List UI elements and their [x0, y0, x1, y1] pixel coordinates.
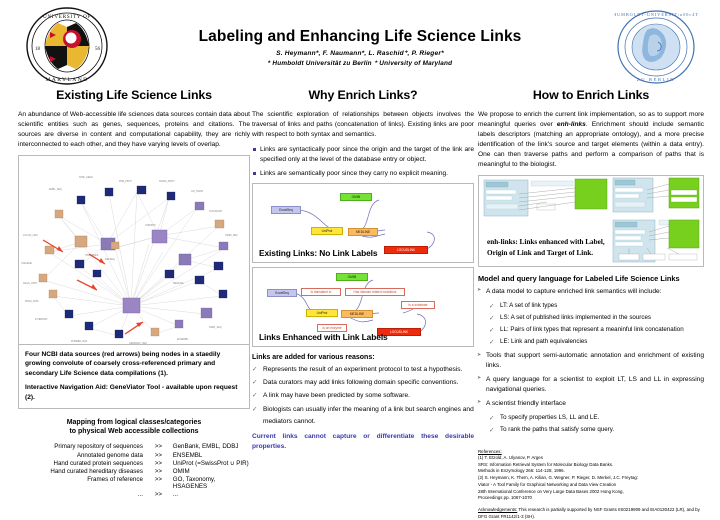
- acknowledgements-text: This research is partially supported by NSF Grants IIS0219909 and EIA0130422 (LR), and by DFG Grant FR1142/1-3 (SH).: [478, 507, 700, 519]
- mapping-physical-collection: GO, Taxonomy, HSAGENES: [169, 475, 250, 490]
- svg-text:MARYLAND: MARYLAND: [45, 77, 88, 83]
- poster-title: Labeling and Enhancing Life Science Links: [150, 28, 570, 45]
- table-row: [18, 451, 250, 459]
- references-label: References:: [478, 449, 704, 456]
- svg-text:UNIPROT: UNIPROT: [145, 224, 156, 227]
- list-item: ✓ Represents the result of an experiment protocol to test a hypothesis.: [252, 364, 474, 376]
- svg-text:LOCUS_LINK: LOCUS_LINK: [23, 234, 38, 237]
- list-item: ✓ LS: A set of published links implemented in the sources: [489, 313, 704, 324]
- left-intro-paragraph: An abundance of Web-accessible life sciences data sources contain data about scientific entities such as genes, sequences, proteins and citations. The sources are diverse in content and computational capability, they are richly interconnected to each other, and they have varying levels of overlap.: [18, 110, 250, 150]
- svg-text:UNIGENE: UNIGENE: [21, 262, 32, 265]
- reference-line: (1) T. Etzold, A. Ulyanov, P. Arges: [478, 455, 704, 462]
- svg-text:PDB_PROT: PDB_PROT: [119, 180, 132, 183]
- list-item: ✓ LL: Pairs of link types that represent a meaninful link concatenation: [489, 325, 704, 336]
- model-query-heading: Model and query language for Labeled Life Science Links: [478, 274, 704, 283]
- mapping-logical-class: Frames of reference: [18, 475, 148, 490]
- svg-text:HSAGENES: HSAGENES: [85, 254, 99, 257]
- poster-header: [0, 0, 720, 86]
- svg-text:DDBJ_SEQ: DDBJ_SEQ: [209, 326, 222, 329]
- mapping-arrow: >>: [148, 451, 169, 459]
- left-column-title: Existing Life Science Links: [18, 88, 250, 102]
- interface-sub-list: [489, 413, 704, 436]
- mapping-physical-collection: UniProt (=SwissProt ∪ PIR): [169, 459, 250, 467]
- svg-text:INTERPRO: INTERPRO: [35, 318, 47, 321]
- table-row: [18, 467, 250, 475]
- mapping-physical-collection: ENSEMBL: [169, 451, 250, 459]
- title-block: [150, 28, 570, 67]
- right-intro-paragraph: [478, 110, 704, 170]
- model-item-3: ➤ A scientist friendly interface: [478, 399, 704, 409]
- list-item: ✓ To specify properties LS, LL and LE.: [489, 413, 704, 424]
- svg-text:MEDLINE: MEDLINE: [173, 282, 184, 285]
- mapping-title-line-2: to physical Web accessible collections: [18, 427, 250, 436]
- svg-text:ZU BERLIN: ZU BERLIN: [637, 77, 675, 82]
- enhanced-links-diagram: [252, 267, 474, 347]
- list-item: Links are semantically poor since they carry no explicit meaning.: [252, 169, 474, 179]
- right-intro-part2: . Enrichment should include semantic labels descriptors (matching an appropriate ontology), and a more precise identification of the link's source and target elements (within a data entry). One can then traverse paths and perform a comparison of paths that is meaningful to the biologist.: [478, 121, 704, 168]
- mapping-physical-collection: ...: [169, 491, 250, 499]
- model-sub-list: [489, 301, 704, 347]
- references-block: [478, 449, 704, 520]
- svg-text:PFAM_DOM: PFAM_DOM: [25, 300, 38, 303]
- diagram2-node-4: LOCUSLINK: [377, 328, 421, 336]
- column-existing-life-science-links: [18, 88, 250, 499]
- life-science-link-network-graph: [18, 155, 250, 345]
- university-of-maryland-seal-icon: [24, 6, 110, 86]
- mapping-physical-collection: OMIM: [169, 467, 250, 475]
- svg-text:UNIVERSITY OF: UNIVERSITY OF: [43, 14, 91, 20]
- mapping-logical-class: ...: [18, 491, 148, 499]
- existing-links-diagram: [252, 183, 474, 263]
- svg-text:GO_TERM: GO_TERM: [191, 190, 203, 193]
- right-intro-part1: We propose to enrich the current link implementation, so as to support more meaningful queries over: [478, 111, 704, 128]
- diagram2-node-3: MEDLINE: [341, 310, 373, 318]
- middle-column-title: Why Enrich Links?: [252, 88, 474, 102]
- poster-affiliations: * Humboldt Universität zu Berlin ⁺ University of Maryland: [150, 59, 570, 67]
- humboldt-university-seal-icon: [614, 8, 698, 86]
- mapping-logical-class: Primary repository of sequences: [18, 443, 148, 451]
- model-item-0-wrapper: [478, 287, 704, 297]
- reference-line: SRS: Information Retrieval System for Molecular Biology Data Banks.: [478, 462, 704, 469]
- mapping-logical-class: Hand curated hereditary diseases: [18, 467, 148, 475]
- svg-text:GENBANK_SEQ: GENBANK_SEQ: [129, 342, 147, 345]
- diagram1-node-0: ExcelSeq: [271, 206, 301, 214]
- left-figure-caption-box: [18, 345, 250, 409]
- diagram1-node-3: MEDLINE: [348, 228, 378, 236]
- svg-text:OMIM_REC: OMIM_REC: [225, 234, 238, 237]
- diagram2-node-2: OMIM: [336, 273, 368, 281]
- mapping-arrow: >>: [148, 443, 169, 451]
- diagram2-link-label-0: is translated to: [301, 288, 341, 296]
- enhanced-links-diagram-caption: Links Enhanced with Link Labels: [259, 332, 388, 342]
- mapping-logical-class: Annotated genome data: [18, 451, 148, 459]
- diagram2-node-1: UniProt: [306, 309, 338, 317]
- mapping-logical-class: Hand curated protein sequences: [18, 459, 148, 467]
- svg-text:SWISS_PROT: SWISS_PROT: [159, 180, 175, 183]
- poster-authors: S. Heymann*, F. Naumann*, L. Raschid⁺, P. Rieger*: [150, 49, 570, 57]
- existing-links-diagram-caption: Existing Links: No Link Labels: [259, 248, 377, 258]
- mapping-table-title: [18, 418, 250, 437]
- mapping-title-line-1: Mapping from logical classes/categories: [18, 418, 250, 427]
- table-row: [18, 443, 250, 451]
- reference-line: 28th International Conference on Very Large Data Bases 2002 Hong Kong,: [478, 489, 704, 496]
- svg-text:REFSEQ: REFSEQ: [105, 258, 115, 261]
- model-item-0: ➤ A data model to capture enriched link semantics will include:: [478, 287, 704, 297]
- model-item-1: ➤ Tools that support semi-automatic annotation and enrichment of existing links.: [478, 351, 704, 371]
- left-caption-2: Interactive Navigation Aid: GeneViator Tool - available upon request (2).: [25, 383, 243, 402]
- diagram1-node-2: OMIM: [340, 193, 372, 201]
- enh-links-emphasis: enh-links: [557, 121, 586, 128]
- reference-line: Proceedings pp. 1067-1070: [478, 495, 704, 502]
- right-column-title: How to Enrich Links: [478, 88, 704, 102]
- mapping-arrow: >>: [148, 491, 169, 499]
- svg-text:ENSEMBL: ENSEMBL: [177, 338, 189, 341]
- list-item: ✓ Data curators may add links following domain specific conventions.: [252, 377, 474, 389]
- list-item: ✓ Biologists can usually infer the meaning of a link but search engines and mediators cannot.: [252, 404, 474, 428]
- svg-text:KEGG_PATH: KEGG_PATH: [23, 282, 38, 285]
- logical-to-physical-mapping-table: [18, 443, 250, 499]
- column-how-to-enrich-links: [478, 88, 704, 520]
- acknowledgements-label: Acknowledgements:: [478, 507, 517, 512]
- poster-columns: [0, 88, 720, 509]
- enh-links-figure-caption: enh-links: Links enhanced with Label, Origin of Link and Target of Link.: [487, 237, 615, 258]
- table-row: [18, 475, 250, 490]
- table-row: [18, 459, 250, 467]
- reference-line: Viator - A Tool Family for Graphical Networking and Data View Creation: [478, 482, 704, 489]
- reasons-heading: Links are added for various reasons:: [252, 354, 474, 361]
- diagram2-link-label-3: Is an enzyme: [317, 324, 347, 332]
- reference-line: (2) S. Heymann, K. Them, A. Kilian, G. Wegner, P. Rieger, D. Merkel, J.C. Freytag:: [478, 475, 704, 482]
- reasons-list: [252, 364, 474, 428]
- list-item: ✓ LE: Link and path equivalencies: [489, 337, 704, 348]
- svg-text:56: 56: [95, 47, 101, 52]
- diagram2-link-label-1: Has disease related mutations: [345, 288, 405, 296]
- list-item: ✓ To rank the paths that satisfy some query.: [489, 425, 704, 436]
- mapping-physical-collection: GenBank, EMBL, DDBJ: [169, 443, 250, 451]
- middle-closing-statement: Current links cannot capture or differentiate these desirable properties.: [252, 432, 474, 452]
- diagram2-link-label-2: Is a substrate: [401, 301, 435, 309]
- svg-text:EMBL_SEQ: EMBL_SEQ: [49, 188, 62, 191]
- table-row: [18, 491, 250, 499]
- reference-line: Methods in Enzymology 266: 114-128, 1996.: [478, 468, 704, 475]
- enh-links-schema-diagram: [478, 175, 704, 267]
- svg-text:TAXONOMY: TAXONOMY: [209, 210, 223, 213]
- list-item: ✓ A link may have been predicted by some software.: [252, 390, 474, 402]
- mapping-arrow: >>: [148, 475, 169, 490]
- middle-intro-paragraph: The scientific exploration of relationships between objects involves the traversal of links and paths (concatenation of links). Existing links are poor with respect to both syntax and semantics.: [252, 110, 474, 140]
- left-caption-1: Four NCBI data sources (red arrows) being nodes in a staedily growing convolute of coarsely cross-referenced primary and secondary Life Science data compilations (1).: [25, 350, 243, 378]
- diagram1-node-1: UniProt: [311, 227, 343, 235]
- mapping-arrow: >>: [148, 467, 169, 475]
- svg-text:NCBI_GENE: NCBI_GENE: [79, 176, 93, 179]
- mapping-arrow: >>: [148, 459, 169, 467]
- model-items-rest: [478, 351, 704, 408]
- diagram1-node-4: LOCUSLINK: [384, 246, 428, 254]
- list-item: ✓ LT: A set of link types: [489, 301, 704, 312]
- svg-text:PUBMED_REF: PUBMED_REF: [71, 340, 88, 343]
- svg-text:18: 18: [35, 47, 41, 52]
- model-item-2: ➤ A query language for a scientist to exploit LT, LS and LL in expressing navigational queries.: [478, 375, 704, 395]
- svg-text:HUMBOLDT-UNIVERSIT\u00c4T: HUMBOLDT-UNIVERSIT\u00c4T: [614, 12, 698, 17]
- column-why-enrich-links: [252, 88, 474, 457]
- diagram2-node-0: ExcelSeq: [267, 289, 297, 297]
- list-item: Links are syntactically poor since the origin and the target of the link are specified only at the level of the database entry or object.: [252, 145, 474, 165]
- why-enrich-bullet-list: [252, 145, 474, 179]
